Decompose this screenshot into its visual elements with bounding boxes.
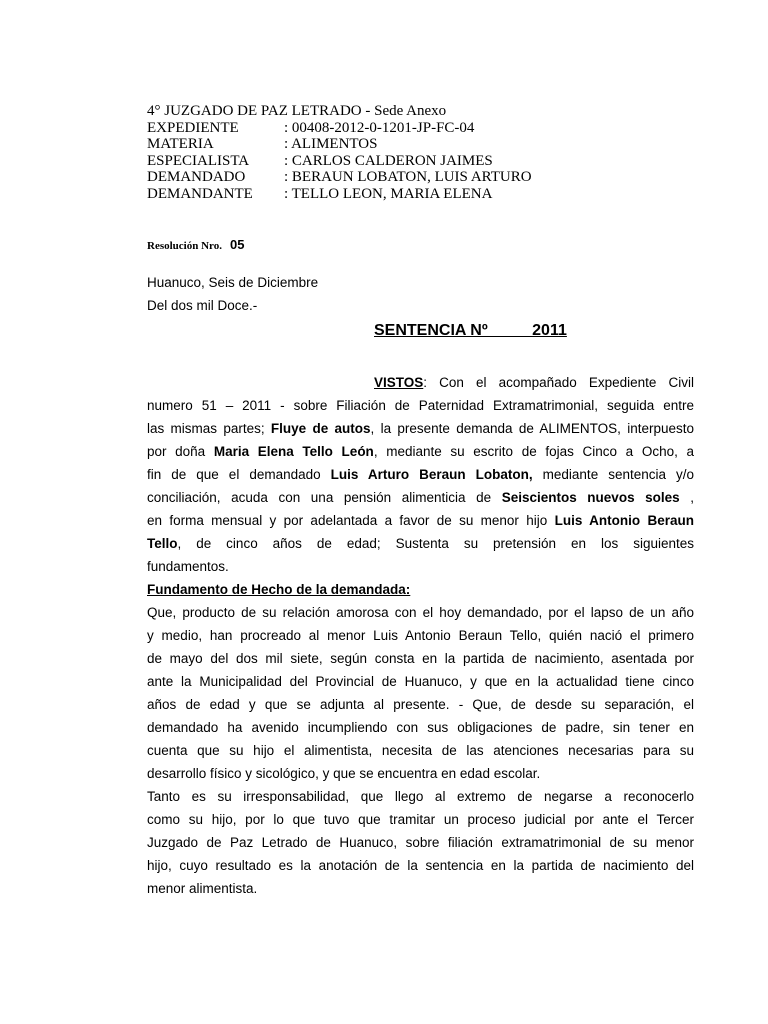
text-line: como su hijo, por lo que tuvo que tramitar un proceso judicial por ante el Tercer [147,812,694,827]
text-line [147,532,694,555]
date-line-1: Huanuco, Seis de Diciembre [147,275,319,290]
field-value: : CARLOS CALDERON JAIMES [284,152,493,169]
text-span: Luis Arturo Beraun Lobaton, [330,467,533,482]
court-name: 4° JUZGADO DE PAZ LETRADO - Sede Anexo [147,103,447,119]
text-line: fundamentos. [147,559,229,574]
field-value: : BERAUN LOBATON, LUIS ARTURO [284,169,532,186]
text-line [147,463,694,486]
field-value: : ALIMENTOS [284,136,378,153]
text-line: desarrollo físico y sicológico, y que se encuentra en edad escolar. [147,766,541,781]
text-line: años de edad y que se adjunta al presente. - Que, de desde su separación, el [147,697,694,712]
header-row-demandante [147,186,532,203]
field-label: ESPECIALISTA [147,152,250,169]
field-value: : 00408-2012-0-1201-JP-FC-04 [284,119,475,136]
text-span: Luis Antonio Beraun [554,513,694,528]
field-label: DEMANDADO [147,169,246,186]
case-header [147,103,532,203]
text-line: hijo, cuyo resultado es la anotación de la sentencia en la partida de nacimiento del [147,858,694,873]
header-row-materia [147,136,532,153]
text-span: mediante sentencia y/o [532,467,694,482]
field-label: MATERIA [147,136,214,153]
text-span: Fluye de autos [270,421,371,436]
text-line: Que, producto de su relación amorosa con el hoy demandado, por el lapso de un año [147,605,694,620]
text-line: demandado ha avenido incumpliendo con sus obligaciones de padre, sin tener en [147,720,694,735]
text-span: Seiscientos nuevos soles [501,490,680,505]
text-span: por doña [147,444,214,459]
text-span: , [679,490,694,505]
text-line: cuenta que su hijo el alimentista, necesita de las atenciones necesarias para su [147,743,694,758]
text-span: Maria Elena Tello León [213,444,374,459]
text-span: en forma mensual y por adelantada a favor de su menor hijo [147,513,555,528]
text-line: menor alimentista. [147,881,258,896]
text-span: , la presente demanda de ALIMENTOS, interpuesto [370,421,694,436]
text-line [147,371,694,394]
header-row-demandado [147,169,532,186]
sentence-title: SENTENCIA Nº 2011 [374,322,567,339]
text-span: fin de que el demandado [147,467,331,482]
text-line [147,509,694,532]
vistos-paragraph [147,371,694,578]
field-value: : TELLO LEON, MARIA ELENA [284,185,493,202]
section-heading: Fundamento de Hecho de la demandada: [147,582,411,597]
text-span: las mismas partes; [147,421,271,436]
text-line [147,440,694,463]
field-label: EXPEDIENTE [147,119,239,136]
text-span: : Con el acompañado Expediente Civil [423,375,694,390]
text-span: conciliación, acuda con una pensión alimenticia de [147,490,502,505]
text-line: ante la Municipalidad del Provincial de Huanuco, y que en la actualidad tiene cinco [147,674,694,689]
text-line: Tanto es su irresponsabilidad, que llego al extremo de negarse a reconocerlo [147,789,694,804]
resolution-number: 05 [229,237,245,252]
text-line: numero 51 – 2011 - sobre Filiación de Paternidad Extramatrimonial, seguida entre [147,398,694,413]
text-span: , mediante su escrito de fojas Cinco a Ocho, a [373,444,694,459]
resolution-label: Resolución Nro. [147,240,222,252]
text-line [147,486,694,509]
fundamento-section [147,578,694,900]
date-line-2: Del dos mil Doce.- [147,298,258,313]
text-line: y medio, han procreado al menor Luis Antonio Beraun Tello, quién nació el primero [147,628,694,643]
text-span: , de cinco años de edad; Sustenta su pretensión en los siguientes [177,536,694,551]
text-line: de mayo del dos mil siete, según consta en la partida de nacimiento, asentada por [147,651,694,666]
field-label: DEMANDANTE [147,185,253,202]
header-row-expediente [147,120,532,137]
header-row-especialista [147,153,532,170]
vistos-label: VISTOS [374,375,424,390]
resolution-line [147,237,244,252]
text-line [147,417,694,440]
text-line: Juzgado de Paz Letrado de Huanuco, sobre filiación extramatrimonial de su menor [147,835,694,850]
text-span: Tello [147,536,178,551]
